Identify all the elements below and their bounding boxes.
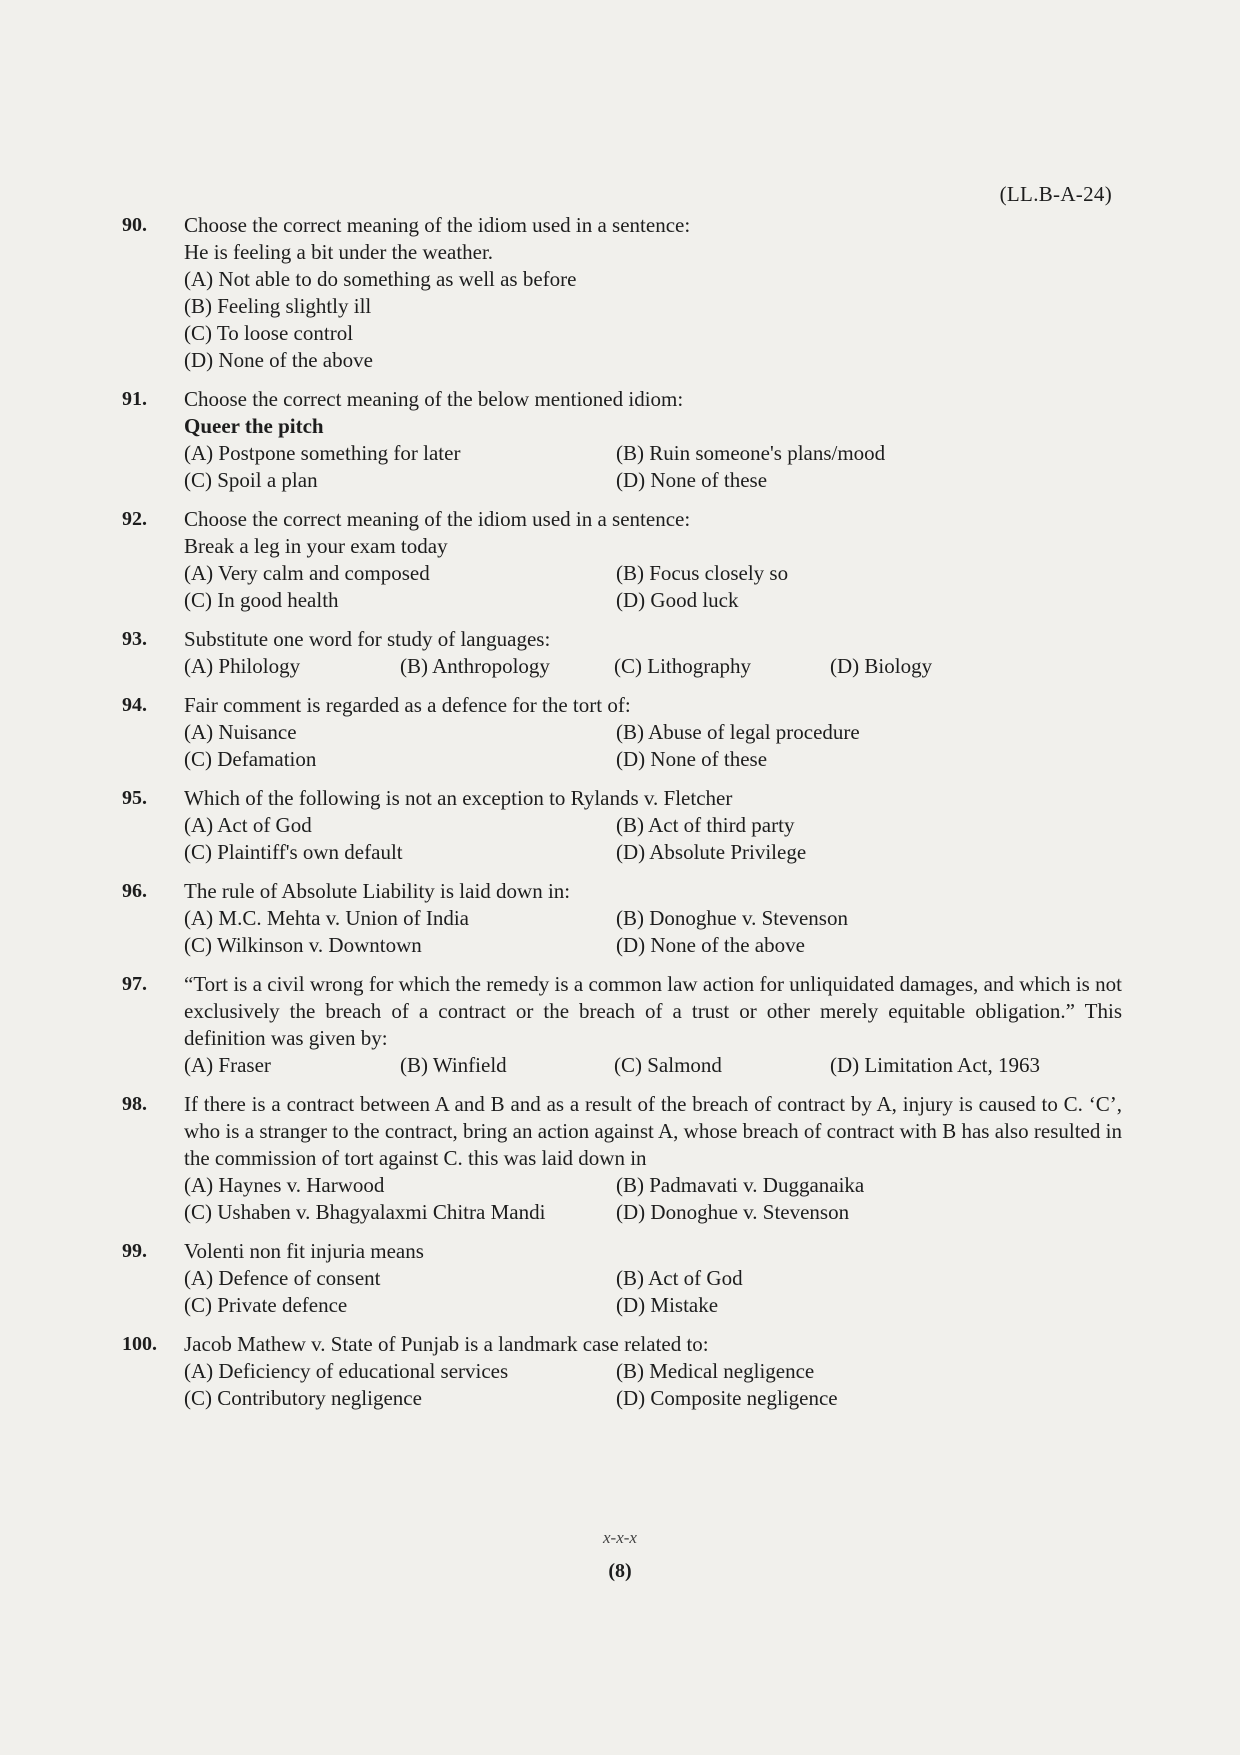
question-number: 92. — [122, 508, 147, 530]
question-number: 94. — [122, 694, 147, 716]
option-d: (D) None of the above — [184, 348, 373, 372]
question-91 — [122, 386, 1122, 494]
option-a: (A) M.C. Mehta v. Union of India — [184, 906, 470, 930]
option-d: (D) Mistake — [616, 1293, 719, 1317]
option-a: (A) Very calm and composed — [184, 561, 430, 585]
option-a: (A) Fraser — [184, 1053, 271, 1077]
option-d: (D) Composite negligence — [616, 1386, 838, 1410]
question-90 — [122, 212, 1122, 374]
question-number: 99. — [122, 1240, 147, 1262]
option-c: (C) Salmond — [614, 1053, 722, 1077]
options — [184, 1172, 1122, 1226]
question-99 — [122, 1238, 1122, 1319]
question-96 — [122, 878, 1122, 959]
option-b: (B) Focus closely so — [616, 561, 789, 585]
option-c: (C) Lithography — [614, 654, 752, 678]
option-b: (B) Padmavati v. Dugganaika — [616, 1173, 865, 1197]
option-d: (D) Good luck — [616, 588, 739, 612]
question-text: Substitute one word for study of languages: — [184, 627, 551, 651]
question-list — [122, 212, 1122, 1424]
option-c: (C) To loose control — [184, 321, 354, 345]
question-number: 98. — [122, 1093, 147, 1115]
option-c: (C) Spoil a plan — [184, 468, 318, 492]
option-a: (A) Deficiency of educational services — [184, 1359, 509, 1383]
option-a: (A) Not able to do something as well as before — [184, 267, 577, 291]
question-95 — [122, 785, 1122, 866]
question-number: 90. — [122, 214, 147, 236]
option-c: (C) Wilkinson v. Downtown — [184, 933, 422, 957]
page-number: (8) — [608, 1560, 632, 1582]
options — [184, 812, 1122, 866]
option-d: (D) None of these — [616, 747, 768, 771]
options — [184, 653, 1122, 680]
option-a: (A) Nuisance — [184, 720, 297, 744]
end-of-paper-mark: x-x-x — [603, 1528, 637, 1547]
option-b: (B) Winfield — [400, 1053, 507, 1077]
option-c: (C) Contributory negligence — [184, 1386, 422, 1410]
option-a: (A) Postpone something for later — [184, 441, 461, 465]
options — [184, 1052, 1122, 1079]
question-number: 97. — [122, 973, 147, 995]
option-b: (B) Act of God — [616, 1266, 743, 1290]
options — [184, 560, 1122, 614]
option-c: (C) Defamation — [184, 747, 317, 771]
option-b: (B) Feeling slightly ill — [184, 294, 372, 318]
question-text: Fair comment is regarded as a defence for the tort of: — [184, 693, 631, 717]
question-text: “Tort is a civil wrong for which the remedy is a common law action for unliquidated damages, and which is not exclusively the breach of a contract or the breach of a trust or other merely equitable obligation.” This definition was given by: — [184, 972, 1122, 1050]
option-c: (C) Ushaben v. Bhagyalaxmi Chitra Mandi — [184, 1200, 546, 1224]
question-94 — [122, 692, 1122, 773]
question-number: 93. — [122, 628, 147, 650]
options — [184, 719, 1122, 773]
question-text: If there is a contract between A and B and as a result of the breach of contract by A, injury is caused to C. ‘C’, who is a stranger to the contract, bring an action against A, whose breach of contract with B has also resulted in the commission of tort against C. this was laid down in — [184, 1092, 1122, 1170]
option-d: (D) None of these — [616, 468, 768, 492]
question-text: Choose the correct meaning of the idiom used in a sentence: — [184, 507, 691, 531]
question-text: The rule of Absolute Liability is laid down in: — [184, 879, 571, 903]
question-98 — [122, 1091, 1122, 1226]
options — [184, 440, 1122, 494]
option-a: (A) Act of God — [184, 813, 312, 837]
option-c: (C) In good health — [184, 588, 339, 612]
question-text: Jacob Mathew v. State of Punjab is a landmark case related to: — [184, 1332, 709, 1356]
question-93 — [122, 626, 1122, 680]
question-number: 95. — [122, 787, 147, 809]
idiom-phrase: Queer the pitch — [184, 414, 324, 438]
option-b: (B) Medical negligence — [616, 1359, 815, 1383]
option-b: (B) Act of third party — [616, 813, 795, 837]
option-d: (D) Limitation Act, 1963 — [830, 1053, 1040, 1077]
paper-code: (LL.B-A-24) — [999, 182, 1112, 206]
option-d: (D) Biology — [830, 654, 933, 678]
option-b: (B) Ruin someone's plans/mood — [616, 441, 886, 465]
question-97 — [122, 971, 1122, 1079]
options — [184, 266, 1122, 374]
options — [184, 1265, 1122, 1319]
option-d: (D) Absolute Privilege — [616, 840, 807, 864]
option-c: (C) Private defence — [184, 1293, 348, 1317]
option-d: (D) Donoghue v. Stevenson — [616, 1200, 850, 1224]
question-100 — [122, 1331, 1122, 1412]
option-a: (A) Haynes v. Harwood — [184, 1173, 385, 1197]
question-number: 96. — [122, 880, 147, 902]
question-number: 91. — [122, 388, 147, 410]
question-text: Choose the correct meaning of the idiom used in a sentence: — [184, 213, 691, 237]
option-c: (C) Plaintiff's own default — [184, 840, 403, 864]
question-sentence: He is feeling a bit under the weather. — [184, 240, 494, 264]
question-text: Choose the correct meaning of the below mentioned idiom: — [184, 387, 684, 411]
option-b: (B) Anthropology — [400, 654, 550, 678]
question-sentence: Break a leg in your exam today — [184, 534, 448, 558]
option-b: (B) Donoghue v. Stevenson — [616, 906, 848, 930]
question-text: Volenti non fit injuria means — [184, 1239, 424, 1263]
options — [184, 1358, 1122, 1412]
question-number: 100. — [122, 1333, 157, 1355]
option-d: (D) None of the above — [616, 933, 805, 957]
question-text: Which of the following is not an exception to Rylands v. Fletcher — [184, 786, 733, 810]
option-a: (A) Defence of consent — [184, 1266, 381, 1290]
question-92 — [122, 506, 1122, 614]
option-b: (B) Abuse of legal procedure — [616, 720, 860, 744]
options — [184, 905, 1122, 959]
option-a: (A) Philology — [184, 654, 301, 678]
